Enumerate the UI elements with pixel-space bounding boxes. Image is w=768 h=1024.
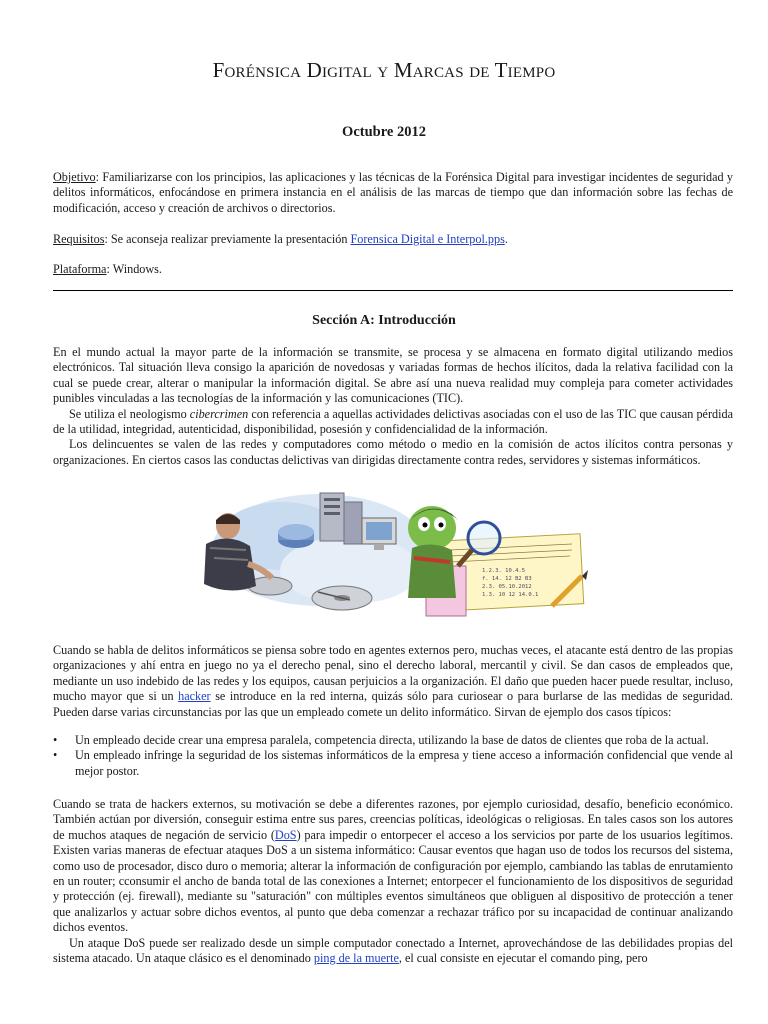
objetivo-label: Objetivo (53, 170, 96, 184)
list-item: • Un empleado decide crear una empresa paralela, competencia directa, utilizando la base de datos de clientes que roba de la actual. (53, 733, 709, 747)
document-title: Forénsica Digital y Marcas de Tiempo (212, 58, 556, 82)
cibercrimen-term: cibercrimen (189, 406, 249, 421)
intro-paragraph-3: Los delincuentes se valen de las redes y computadores como método o medio en la comisión de actos ilícitos contra personas y organizaciones. En ciertos casos las conductas delictivas van dirigidas directamente contra redes, servidores y sistemas informáticos. (53, 437, 733, 467)
ping-of-death-link[interactable]: ping de la muerte (313, 951, 399, 966)
dos-link[interactable]: DoS (274, 827, 297, 842)
router-icon (278, 524, 314, 548)
hackers-paragraphs (53, 797, 733, 966)
requisitos-paragraph: Requisitos: Se aconseja realizar previamente la presentación Forensica Digital e Interpol.pps. (53, 232, 508, 246)
presentation-link[interactable]: Forensica Digital e Interpol.pps (350, 232, 505, 246)
intro-paragraph-2: Se utiliza el neologismo cibercrimen con referencia a aquellas actividades delictivas asociadas con el uso de las TIC que causan pérdida de la utilidad, integridad, autenticidad, disponibilidad, posesión y confidencialidad de la información. (53, 406, 733, 437)
svg-text:2.3. 05.10.2012: 2.3. 05.10.2012 (482, 584, 532, 590)
section-heading: Sección A: Introducción (312, 313, 456, 328)
hackers-paragraph-1: Cuando se trata de hackers externos, su motivación se debe a diferentes razones, por ejemplo curiosidad, desafío, beneficio económico. También actúan por diversión, conseguir estima entre sus pares, creencias políticas, ideológicas o religiosas. En tales casos son los autores de muchos ataques de negación de servicio (DoS) para impedir o entorpecer el acceso a los servicios por parte de los usuarios legítimos. Existen varias maneras de efectuar ataques DoS a un sistema informático: Causar eventos que hagan uso de todos los recursos del sistema, como uso de procesador, disco duro o memoria; alterar la información de configuración por ejemplo, cambiando las tablas de enrutamiento en un router; cconsumir el ancho de banda total de las conexiones a Internet; entorpecer el funcionamiento de los dispositivos de seguridad y protección (ej. firewall), mediante su "saturación" con múltiples eventos simultáneos que obliguen al dispositivo de protección a tener que analizarlos y actuar sobre dichos eventos, al punto que deba comenzar a rechazar tráfico por su incapacidad de continuar analizando dichos eventos. (53, 797, 733, 935)
objetivo-paragraph (53, 170, 733, 216)
hacker-link[interactable]: hacker (178, 689, 211, 704)
plataforma-label: Plataforma (53, 262, 107, 276)
requisitos-label: Requisitos (53, 232, 105, 246)
plataforma-paragraph (53, 262, 733, 277)
detective-figure (408, 506, 458, 598)
intro-paragraph-1: En el mundo actual la mayor parte de la información se transmite, se procesa y se almacena en formato digital utilizando medios electrónicos. Tal situación lleva consigo la aparición de novedosas y variadas formas de hechos ilícitos, dada la relativa facilidad con la cual se puede crear, alterar o manipular la información digital. Se abre así una nueva realidad muy compleja para cometer actividades punibles vinculadas a las tecnologías de la información y las comunicaciones (TIC). (53, 345, 733, 406)
plataforma-text: : Windows. (106, 262, 162, 276)
insider-paragraph: Cuando se habla de delitos informáticos se piensa sobre todo en agentes externos pero, muchas veces, el atacante está dentro de las propias organizaciones y ahí entra en juego no ya el derecho penal, sino el derecho laboral, mercantil y civil. Se dan casos de empleados que, mediante un uso indebido de las redes y los equipos, causan perjuicios a la organización. El daño que pueden hacer puede resultar, incluso, mucho mayor que si un hacker se introduce en la red interna, quizás sólo para curiosear o para burlarse de las medidas de seguridad. Pueden darse varias circunstancias por las que un empleado comete un delito informático. Sirvan de ejemplo dos casos típicos: (53, 643, 733, 719)
svg-text:1.3. 10 12 14.0.1: 1.3. 10 12 14.0.1 (482, 592, 539, 598)
intro-paragraphs (53, 345, 733, 468)
insider-bullet-list (53, 733, 733, 779)
objetivo-text: : Familiarizarse con los principios, las aplicaciones y las técnicas de la Forénsica Digital para investigar incidentes de seguridad y delitos informáticos, enfocándose en primera instancia en el análisis de las marcas de tiempo que dan información sobre las fechas de modificación, acceso y creación de archivos o directorios. (53, 170, 733, 215)
hackers-paragraph-2: Un ataque DoS puede ser realizado desde un simple computador conectado a Internet, aprovechándose de las debilidades propias del sistema atacado. Un ataque clásico es el denominado ping de la muerte, el cual consiste en ejecutar el comando ping, pero (53, 935, 733, 966)
document-date: Octubre 2012 (342, 124, 426, 140)
svg-text:f. 14. 12 B2 B3: f. 14. 12 B2 B3 (482, 576, 532, 582)
horizontal-divider (53, 290, 733, 291)
requisitos-text: : Se aconseja realizar previamente la presentación (104, 232, 351, 246)
cybercrime-illustration (200, 488, 595, 623)
list-item: • Un empleado infringe la seguridad de los sistemas informáticos de la empresa y tiene acceso a información confidencial que vende al mejor postor. (53, 748, 733, 778)
svg-text:1.2.3. 10.4.5: 1.2.3. 10.4.5 (482, 568, 526, 574)
